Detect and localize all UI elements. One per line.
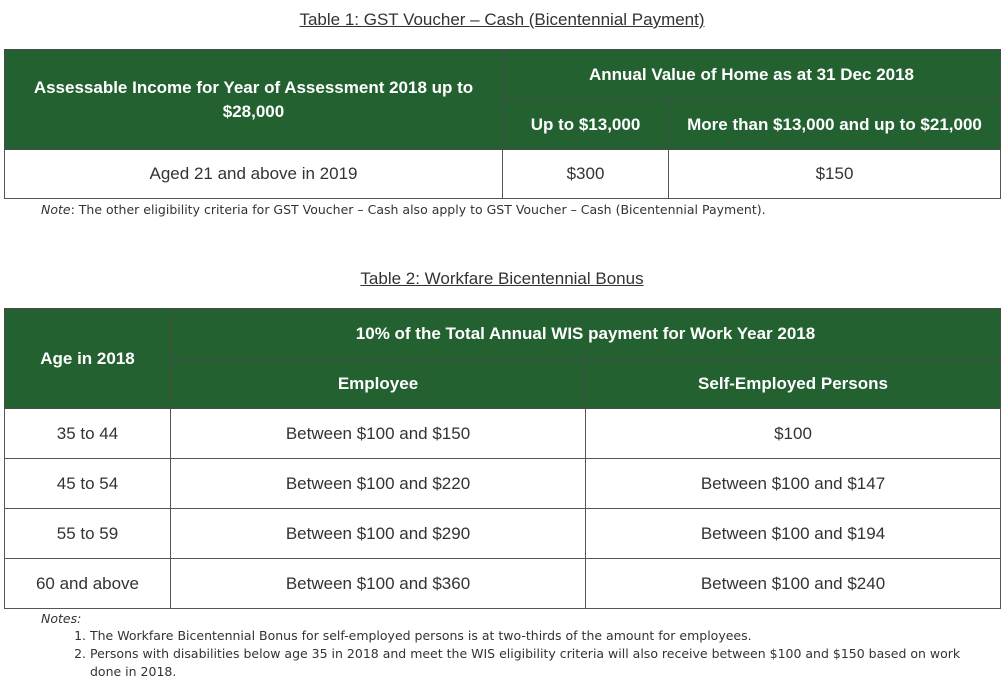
self-employed-cell: Between $100 and $240 bbox=[586, 559, 1001, 609]
employee-cell: Between $100 and $360 bbox=[171, 559, 586, 609]
table-row bbox=[5, 150, 1001, 199]
table-2-notes-label: Notes: bbox=[41, 611, 82, 626]
row-label-cell: Aged 21 and above in 2019 bbox=[5, 150, 503, 199]
age-cell: 45 to 54 bbox=[5, 459, 171, 509]
table-2-notes-list bbox=[70, 627, 970, 681]
col-13000-21000-header: More than $13,000 and up to $21,000 bbox=[669, 100, 1001, 150]
table-row bbox=[5, 409, 1001, 459]
value-cell: $300 bbox=[503, 150, 669, 199]
home-value-header: Annual Value of Home as at 31 Dec 2018 bbox=[503, 50, 1001, 100]
note-prefix: Note bbox=[41, 202, 71, 217]
col-up-to-13000-header: Up to $13,000 bbox=[503, 100, 669, 150]
table-2-caption: Table 2: Workfare Bicentennial Bonus bbox=[360, 269, 644, 288]
table-1-caption: Table 1: GST Voucher – Cash (Bicentennial Payment) bbox=[299, 10, 705, 29]
gst-voucher-table bbox=[4, 49, 1001, 199]
list-item: 1. The Workfare Bicentennial Bonus for self-employed persons is at two-thirds of the amount for employees. bbox=[90, 627, 970, 645]
table-row bbox=[5, 509, 1001, 559]
note-text: : The other eligibility criteria for GST Voucher – Cash also apply to GST Voucher – Cash (Bicentennial Payment). bbox=[70, 202, 766, 217]
employee-cell: Between $100 and $290 bbox=[171, 509, 586, 559]
value-cell: $150 bbox=[669, 150, 1001, 199]
list-item: 2. Persons with disabilities below age 35 in 2018 and meet the WIS eligibility criteria will also receive between $100 and $150 based on work done in 2018. bbox=[90, 645, 970, 681]
wis-payment-header: 10% of the Total Annual WIS payment for Work Year 2018 bbox=[171, 309, 1001, 359]
employee-cell: Between $100 and $150 bbox=[171, 409, 586, 459]
self-employed-cell: Between $100 and $194 bbox=[586, 509, 1001, 559]
table-row bbox=[5, 559, 1001, 609]
self-employed-header: Self-Employed Persons bbox=[586, 359, 1001, 409]
income-header: Assessable Income for Year of Assessment 2018 up to $28,000 bbox=[5, 50, 503, 150]
employee-cell: Between $100 and $220 bbox=[171, 459, 586, 509]
workfare-bonus-table bbox=[4, 308, 1001, 609]
table-1-note bbox=[41, 201, 766, 219]
age-cell: 35 to 44 bbox=[5, 409, 171, 459]
age-header: Age in 2018 bbox=[5, 309, 171, 409]
age-cell: 60 and above bbox=[5, 559, 171, 609]
self-employed-cell: $100 bbox=[586, 409, 1001, 459]
table-row bbox=[5, 459, 1001, 509]
employee-header: Employee bbox=[171, 359, 586, 409]
age-cell: 55 to 59 bbox=[5, 509, 171, 559]
self-employed-cell: Between $100 and $147 bbox=[586, 459, 1001, 509]
